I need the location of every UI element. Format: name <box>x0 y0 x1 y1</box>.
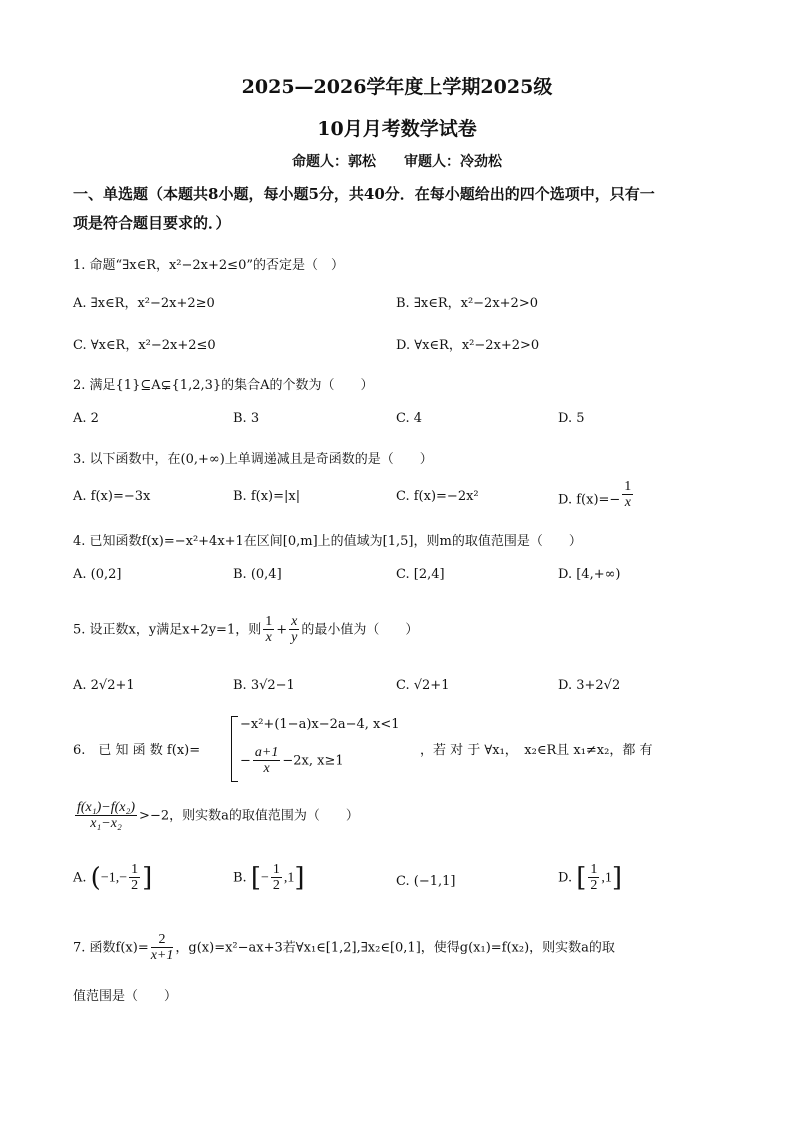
section-heading: 一、单选题（本题共8小题，每小题5分，共40分．在每小题给出的四个选项中，只有一 <box>73 185 655 203</box>
question-3-stem: 3. 以下函数中，在(0,+∞)上单调递减且是奇函数的是（ ） <box>73 452 433 467</box>
question-2-option-c: C. 4 <box>396 411 423 426</box>
question-5-option-c: C. √2+1 <box>396 678 450 693</box>
question-1-option-a: A. ∃x∈R，x²−2x+2≥0 <box>73 296 215 311</box>
question-6-option-d: D. [ $\frac{1}{2}$ ,1] <box>558 862 623 894</box>
question-3-option-c: C. f(x)=−2x² <box>396 489 479 504</box>
question-6-stem-post: $\frac{\text{f(x₁)−f(x₂)}}{\text{x₁−x₂}}$ >−2，则实数a的取值范围为（ ） <box>77 800 359 832</box>
question-6-piece-2: − $\frac{a+1}{x}$ −2x, x≥1 <box>240 745 344 777</box>
question-1-option-c: C. ∀x∈R，x²−2x+2≤0 <box>73 338 216 353</box>
question-4-option-a: A. (0,2] <box>73 567 122 582</box>
exam-title-line2: 10月月考数学试卷 <box>317 118 477 140</box>
question-7-stem: 7. 函数f(x)= $\frac{2}{x+1}$ ，g(x)=x²−ax+3若∀x₁∈[1,2],∃x₂∈[0,1]，使得g(x₁)=f(x₂)，则实数a的取 <box>73 932 615 964</box>
question-4-option-d: D. [4,+∞) <box>558 567 621 582</box>
question-3-option-b: B. f(x)=|x| <box>233 489 301 504</box>
question-5-option-d: D. 3+2√2 <box>558 678 621 693</box>
question-1-option-b: B. ∃x∈R，x²−2x+2>0 <box>396 296 538 311</box>
question-2-option-a: A. 2 <box>73 411 99 426</box>
question-2-option-d: D. 5 <box>558 411 585 426</box>
question-2-option-b: B. 3 <box>233 411 260 426</box>
section-heading-cont: 项是符合题目要求的．） <box>73 214 231 232</box>
question-2-stem: 2. 满足{1}⊆A⊊{1,2,3}的集合A的个数为（ ） <box>73 378 374 393</box>
question-3-option-d: D. f(x)=− $\frac{1}{x}$ <box>558 479 632 511</box>
question-3-option-a: A. f(x)=−3x <box>73 489 151 504</box>
question-6-stem-pre: 6. 已 知 函 数 f(x)= <box>73 743 201 758</box>
question-7-stem-line2: 值范围是（ ） <box>73 989 178 1004</box>
question-6-stem-mid: ，若 对 于 ∀x₁， x₂∈R且 x₁≠x₂，都 有 <box>420 743 653 758</box>
question-1-stem: 1. 命题“∃x∈R，x²−2x+2≤0”的否定是（ ） <box>73 258 344 273</box>
question-1-option-d: D. ∀x∈R，x²−2x+2>0 <box>396 338 540 353</box>
question-6-option-a: A. (−1,− $\frac{1}{2}$ ] <box>73 862 153 894</box>
piecewise-brace <box>231 716 238 782</box>
question-5-stem: 5. 设正数x，y满足x+2y=1，则 $\frac{1}{x}$ + $\frac{x}{y}$ 的最小值为（ ） <box>73 614 419 646</box>
question-5-option-b: B. 3√2−1 <box>233 678 295 693</box>
question-6-option-b: B. [− $\frac{1}{2}$ ,1] <box>233 862 305 894</box>
exam-title-line1: 2025—2026学年度上学期2025级 <box>241 76 553 98</box>
question-4-option-b: B. (0,4] <box>233 567 282 582</box>
question-4-option-c: C. [2,4] <box>396 567 445 582</box>
question-6-piece-1: −x²+(1−a)x−2a−4, x<1 <box>240 717 400 732</box>
question-6-option-c: C. (−1,1] <box>396 874 456 889</box>
exam-authors: 命题人：郭松 审题人：冷劲松 <box>292 154 502 170</box>
question-5-option-a: A. 2√2+1 <box>73 678 135 693</box>
question-4-stem: 4. 已知函数f(x)=−x²+4x+1在区间[0,m]上的值域为[1,5]，则m的取值范围是（ ） <box>73 534 582 549</box>
